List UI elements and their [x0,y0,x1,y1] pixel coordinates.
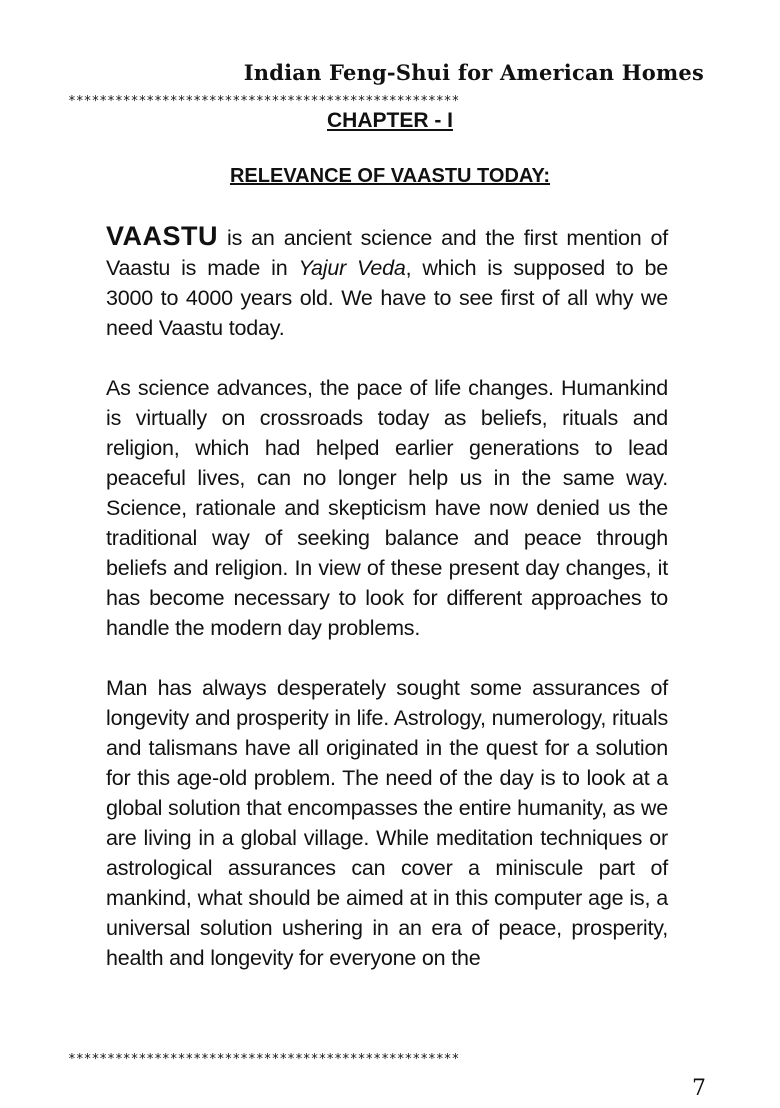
running-head: Indian Feng-Shui for American Homes [243,60,704,85]
section-title: RELEVANCE OF VAASTU TODAY: [229,165,551,187]
paragraph-2: As science advances, the pace of life changes. Humankind is virtually on crossroads today as beliefs, rituals and religion, which had helped earlier generations to lead peaceful lives, can no longer help us in the same way. Science, rationale and skepticism have now denied us the traditional way of seeking balance and peace through beliefs and religion. In view of these present day changes, it has become necessary to look for different approaches to handle the modern day problems. [106,376,668,640]
paragraph-1-text-b: , which is supposed to be 3000 to 4000 years old. We have to see first of all why we need Vaastu today. [106,256,668,340]
top-separator: ************************************************** [68,95,460,109]
paragraph-1 [106,221,668,343]
page-number: 7 [692,1076,706,1101]
lead-word: VAASTU [106,221,219,251]
bottom-separator: ************************************************** [68,1053,460,1067]
body-text [106,221,668,1003]
chapter-title: CHAPTER - I [327,109,453,132]
paragraph-1-text-a: is an ancient science and the first mention of Vaastu is made in [106,226,668,280]
paragraph-3: Man has always desperately sought some assurances of longevity and prosperity in life. Astrology, numerology, rituals and talismans have all originated in the quest for a solution for this age-old problem. The need of the day is to look at a global solution that encompasses the entire humanity, as we are living in a global village. While meditation techniques or astrological assurances can cover a miniscule part of mankind, what should be aimed at in this computer age is, a universal solution ushering in an era of peace, prosperity, health and longevity for everyone on the [106,676,668,970]
book-title-italic: Yajur Veda [298,256,406,280]
